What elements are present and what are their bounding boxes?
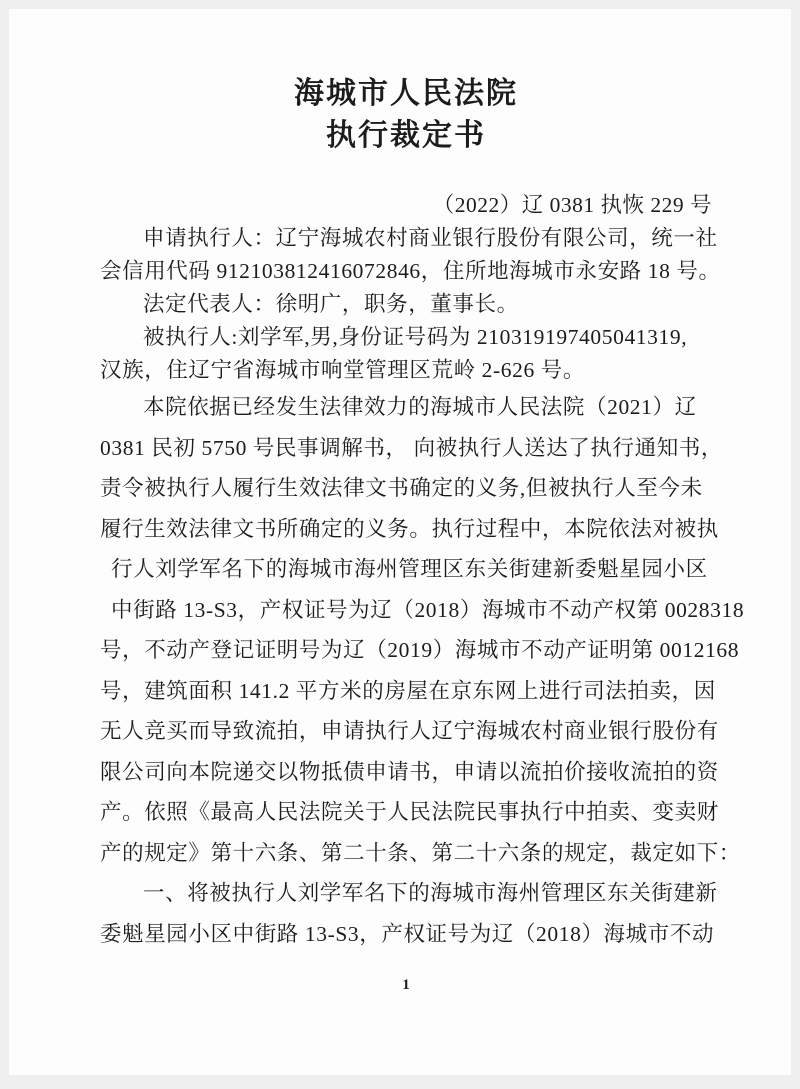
party-info-section bbox=[100, 222, 721, 387]
body-line: 号，不动产登记证明号为辽（2019）海城市不动产证明第 0012168 bbox=[100, 638, 740, 662]
document-page bbox=[9, 9, 791, 1075]
ruling-item-line: 一、将被执行人刘学军名下的海城市海州管理区东关街建新 bbox=[143, 881, 718, 905]
body-line: 产的规定》第十六条、第二十条、第二十六条的规定，裁定如下： bbox=[100, 840, 741, 865]
body-line: 行人刘学军名下的海城市海州管理区东关街建新委魁星园小区 bbox=[111, 557, 708, 581]
respondent-line: 被执行人:刘学军,男,身份证号码为 210319197405041319, bbox=[143, 325, 688, 349]
body-line: 中街路 13-S3，产权证号为辽（2018）海城市不动产权第 0028318 bbox=[111, 597, 745, 622]
court-name: 海城市人民法院 bbox=[294, 77, 518, 110]
ruling-item-line: 委魁星园小区中街路 13-S3，产权证号为辽（2018）海城市不动 bbox=[100, 921, 715, 946]
page-number: 1 bbox=[402, 977, 410, 993]
body-line: 责令被执行人履行生效法律文书确定的义务,但被执行人至今未 bbox=[100, 476, 703, 500]
body-line: 0381 民初 5750 号民事调解书， 向被执行人送达了执行通知书， bbox=[100, 435, 724, 460]
legal-representative-line: 法定代表人：徐明广，职务，董事长。 bbox=[143, 292, 519, 316]
applicant-line: 会信用代码 912103812416072846，住所地海城市永安路 18 号。 bbox=[100, 259, 721, 283]
body-line: 无人竞买而导致流拍，申请执行人辽宁海城农村商业银行股份有 bbox=[100, 719, 719, 743]
case-number: （2022）辽 0381 执恢 229 号 bbox=[432, 193, 712, 217]
ruling-body-section bbox=[100, 387, 745, 954]
body-line: 产。依照《最高人民法院关于人民法院民事执行中拍卖、变卖财 bbox=[100, 800, 719, 824]
respondent-line: 汉族，住辽宁省海城市响堂管理区荒岭 2-626 号。 bbox=[100, 358, 586, 382]
body-line: 号，建筑面积 141.2 平方米的房屋在京东网上进行司法拍卖，因 bbox=[100, 678, 716, 703]
applicant-line: 申请执行人：辽宁海城农村商业银行股份有限公司，统一社 bbox=[143, 226, 718, 250]
document-type-title: 执行裁定书 bbox=[326, 119, 486, 152]
body-line: 履行生效法律文书所确定的义务。执行过程中，本院依法对被执 bbox=[100, 516, 719, 541]
body-line: 本院依据已经发生法律效力的海城市人民法院（2021）辽 bbox=[143, 395, 697, 419]
document-content bbox=[100, 73, 745, 995]
body-line: 限公司向本院递交以物抵债申请书，申请以流拍价接收流拍的资 bbox=[100, 759, 719, 784]
